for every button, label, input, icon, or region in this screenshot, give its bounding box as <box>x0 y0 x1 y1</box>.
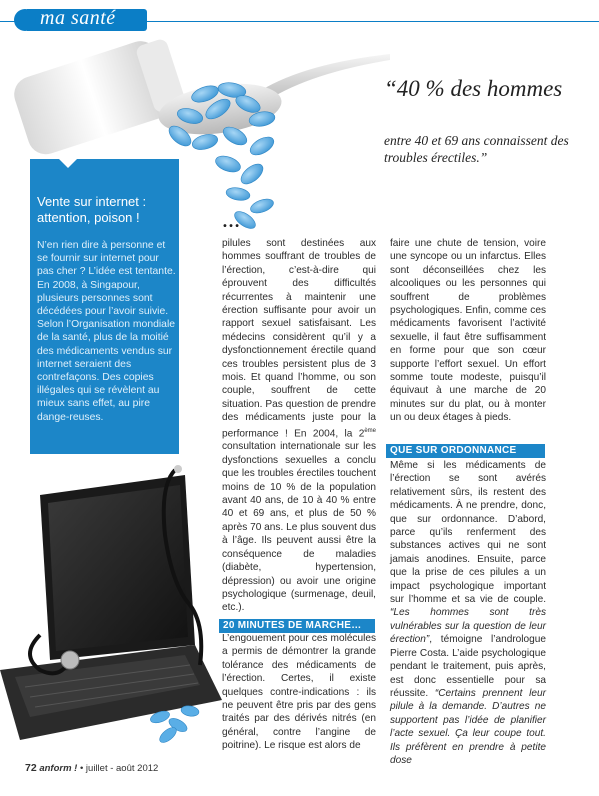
article-paragraph <box>222 237 376 615</box>
sidebar-notch <box>59 159 77 168</box>
issue-date: • juillet - août 2012 <box>79 763 159 774</box>
pull-quote-subtext: entre 40 et 69 ans connaissent des troubles érectiles.” <box>384 133 569 165</box>
superscript: ème <box>364 427 376 434</box>
sidebar-title: Vente sur internet : attention, poison ! <box>37 194 147 225</box>
continuation-ellipsis: … <box>222 211 241 231</box>
quote-run: “Certains prennent leur pilule à la demande. D’autres ne supportent pas l’idée de planifier l’acte sexuel. Ça leur coupe tout. Ils préfèrent en prendre à petite dose <box>390 687 546 766</box>
page-footer <box>25 762 158 774</box>
page-number: 72 <box>25 762 37 774</box>
laptop-stethoscope-image <box>0 455 222 745</box>
article-column-2-continued <box>390 459 546 767</box>
text-run: , témoigne l’andrologue Pierre Costa. L’aide psychologique pendant le traitement, puis après, est donc essentielle pour sa réussite. <box>390 634 546 699</box>
article-paragraph: L’engouement pour ces molécules a permis de démontrer la grande tolérance des médicaments de l’érection. Certes, il existe quelques contre-indications : ils ne peuvent être pris par des gens traités par des dérivés nitrés (en général, contre l’angine de poitrine). Le risque est alors de <box>222 633 376 752</box>
sidebar-body: N’en rien dire à personne et se fournir sur internet pour pas cher ? L’idée est tentante. En 2008, à Singapour, plusieurs personnes sont décédées pour l’avoir suivie. Selon l’Organisation mondiale de la santé, plus de la moitié des médicaments vendus sur internet seraient des contrefaçons. Des copies illégales qui se révèlent au mieux sans effet, au pire dange-reuses. <box>37 240 176 423</box>
magazine-name: anform ! <box>39 763 78 774</box>
text-run: consultation internationale sur les dysfonctions sexuelles a conclu que les troubles érectiles touchent moins de 10 % de la population avant 40 ans, de 10 à 40 % entre 40 et 69 ans, et plus de 50 % après 70 ans. Le plus souvent dus à l’âge. Ils peuvent aussi être la conséquence de maladies (diabète, hypertension, dépression) ou avoir une origine psychologique (surmenage, deuil, etc.). <box>222 441 376 614</box>
subheading-ordonnance: QUE SUR ORDONNANCE <box>386 444 545 458</box>
article-column-2 <box>390 237 546 425</box>
subheading-20-minutes: 20 MINUTES DE MARCHE… <box>219 619 375 633</box>
article-column-1-continued <box>222 632 376 753</box>
text-run: Même si les médicaments de l’érection se sont avérés relativement sûrs, ils restent des médicaments. À ne prendre, donc, que sur ordonnance. D’abord, parce qu’ils renferment des substances actives qui ne sont jamais anodines. Ensuite, parce que la prise de ces pilules a un impact psychologique important sur l’homme et sa vie de couple. <box>390 460 546 606</box>
quote-run: “Les hommes sont très vulnérables sur la question de leur érection” <box>390 607 546 646</box>
pull-quote-headline: “40 % des hommes <box>384 76 563 101</box>
article-paragraph <box>390 459 546 767</box>
section-title: ma santé <box>40 7 116 29</box>
article-column-1 <box>222 237 376 615</box>
article-paragraph: faire une chute de tension, voire une syncope ou un infarctus. Elles sont déconseillées chez les alcooliques ou les personnes qui souffrent de problèmes psychologiques. Enfin, comme ces médicaments favorisent l’activité sexuelle, il faut être suffisamment en forme pour que son cœur supporte l’effort sexuel. Un effort somme toute modeste, puisqu’il équivaut à une marche de 20 minutes sur du plat, ou à monter un ou deux étages à pieds. <box>390 238 546 424</box>
text-run: pilules sont destinées aux hommes souffrant de troubles de l’érection, c’est-à-dire qui éprouvent des difficultés récurrentes à maintenir une érection suffisante pour avoir un rapport sexuel satisfaisant. Les médecins considèrent qu’il y a dysfonctionnement érectile quand ces troubles persistent plus de 3 mois. Et quand l’homme, ou son couple, souffrent de cette situation. Pas question de prendre des médicaments juste pour la performance ! En 2004, la 2 <box>222 238 376 440</box>
